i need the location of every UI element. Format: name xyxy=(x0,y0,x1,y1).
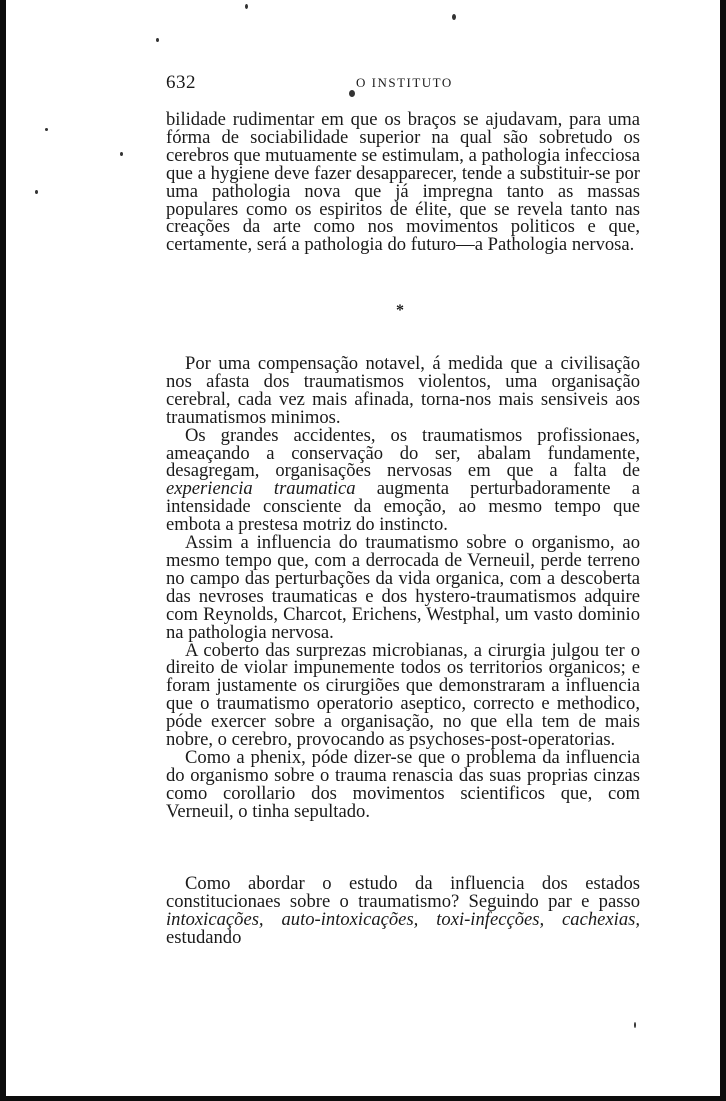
scan-border-right xyxy=(720,0,726,1101)
running-title: O INSTITUTO xyxy=(356,75,453,90)
italic-phrase: experiencia traumatica xyxy=(166,478,356,500)
scan-speck xyxy=(452,14,456,20)
paragraph: A coberto das surprezas microbianas, a cirurgia julgou ter o direito de violar impunemente todos os territorios organicos; e foram justamente os cirurgiões que demonstraram a influencia que o traumatismo operatorio aseptico, correcto e methodico, póde exercer sobre a organisação, no que ella tem de mais nobre, o cerebro, provocando as psychoses-post-operatorias. xyxy=(166,639,640,751)
paragraph-text: Como abordar o estudo da influencia dos estados constitucionaes sobre o traumatismo? Seguindo par e passo xyxy=(166,873,640,912)
section-body xyxy=(166,355,640,821)
scan-speck xyxy=(120,152,123,156)
paragraph: bilidade rudimentar em que os braços se ajudavam, para uma fórma de sociabilidade superior na qual são sobretudo os cerebros que mutuamente se estimulam, a pathologia infecciosa que a hygiene deve fazer desapparecer, tende a substituir-se por uma pathologia nova que já impregna tanto as massas populares como os espiritos de élite, que se revela tanto nas creações da arte como nos movimentos politicos e que, certamente, será a pathologia do futuro—a Pathologia nervosa. xyxy=(166,109,640,256)
scan-speck xyxy=(245,4,248,9)
paragraph: Assim a influencia do traumatismo sobre o organismo, ao mesmo tempo que, com a derrocada de Verneuil, perde terreno no campo das perturbações da vida organica, com a descoberta das nevroses traumaticas e dos hystero-traumatismos adquire com Reynolds, Charcot, Erichens, Westphal, um vasto dominio na pathologia nervosa. xyxy=(166,532,640,643)
paragraph-text: Os grandes accidentes, os traumatismos profissionaes, ameaçando a conservação do ser, abalam fundamente, desagregam, organisações nervosas em que a falta de xyxy=(166,424,640,482)
final-paragraph-block xyxy=(166,875,640,947)
paragraph-text: augmenta perturbadoramente a intensidade consciente da emoção, ao mesmo tempo que embota a prestesa motriz do instincto. xyxy=(166,478,640,536)
scan-border-bottom xyxy=(0,1096,726,1101)
paragraph: Por uma compensação notavel, á medida que a civilisação nos afasta dos traumatismos violentos, uma organisação cerebral, cada vez mais afinada, torna-nos mais sensiveis aos traumatismos minimos. xyxy=(166,353,640,428)
intro-paragraph-block xyxy=(166,111,640,254)
paragraph xyxy=(166,875,640,947)
paragraph: Como a phenix, póde dizer-se que o problema da influencia do organismo sobre o trauma renascia das suas proprias cinzas como corollario dos movimentos scientificos que, com Verneuil, o tinha sepultado. xyxy=(166,746,640,822)
section-separator: * xyxy=(396,302,404,319)
page-number: 632 xyxy=(166,72,196,93)
scan-border-left xyxy=(0,0,6,1101)
paragraph xyxy=(166,424,640,536)
paragraph-text: estudando xyxy=(166,926,242,948)
scan-speck xyxy=(35,190,38,194)
scan-speck xyxy=(156,38,159,42)
page-header xyxy=(166,72,640,96)
scan-speck xyxy=(45,128,48,131)
italic-phrase: intoxicações, auto-intoxicações, toxi-infecções, cachexias, xyxy=(166,908,640,930)
scan-speck xyxy=(634,1022,636,1028)
